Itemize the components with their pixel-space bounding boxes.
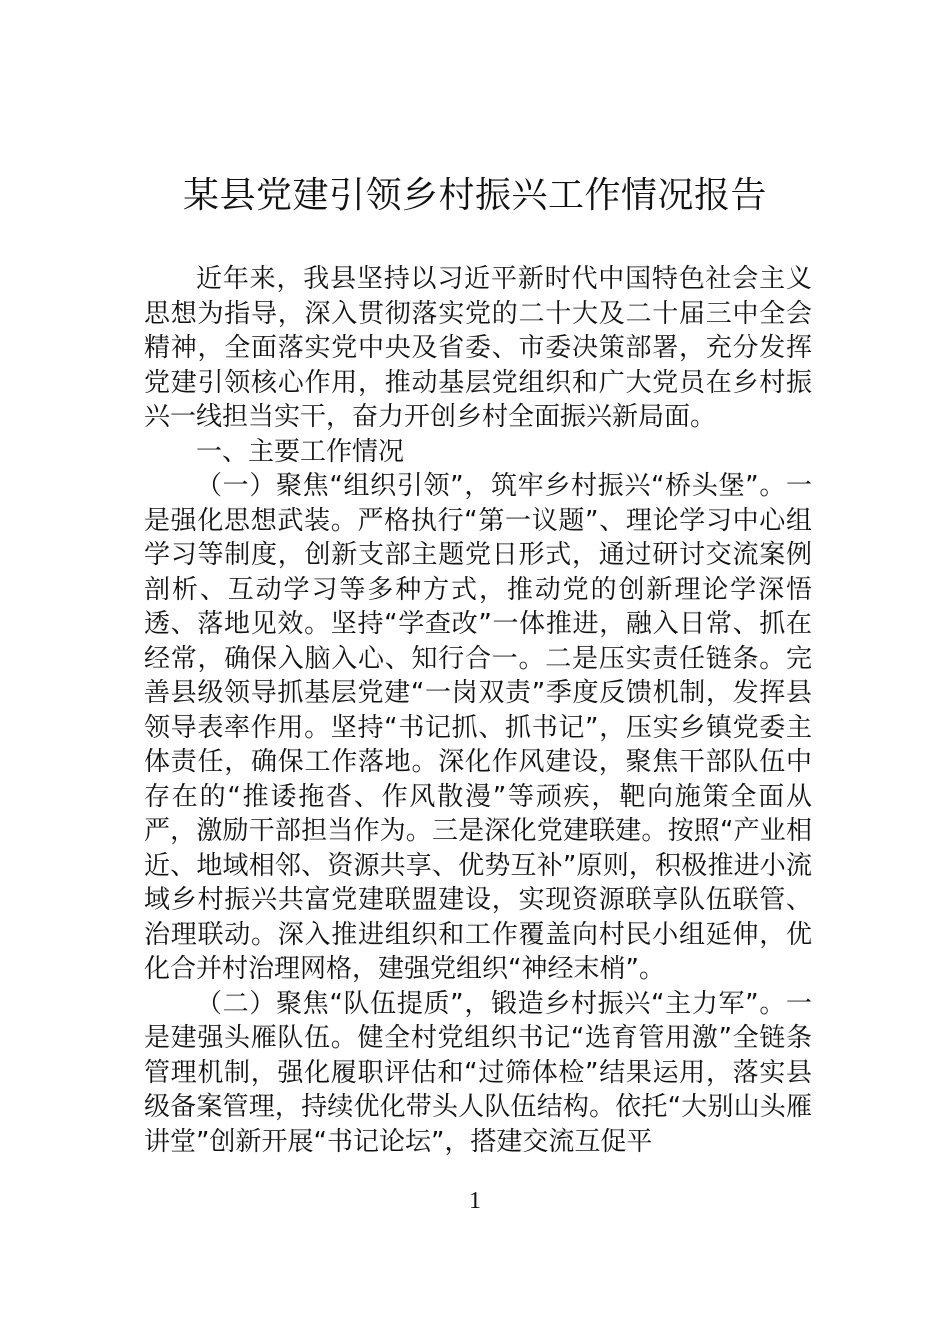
page-number: 1 bbox=[469, 1188, 481, 1214]
body-paragraph: （一）聚焦“组织引领”，筑牢乡村振兴“桥头堡”。一是强化思想武装。严格执行“第一议题”、理论学习中心组学习等制度，创新支部主题党日形式，通过研讨交流案例剖析、互动学习等多种方式，推动党的创新理论学深悟透、落地见效。坚持“学查改”一体推进，融入日常、抓在经常，确保入脑入心、知行合一。二是压实责任链条。完善县级领导抓基层党建“一岗双责”季度反馈机制，发挥县领导表率作用。坚持“书记抓、抓书记”，压实乡镇党委主体责任，确保工作落地。深化作风建设，聚焦干部队伍中存在的“推诿拖沓、作风散漫”等顽疾，靶向施策全面从严，激励干部担当作为。三是深化党建联建。按照“产业相近、地域相邻、资源共享、优势互补”原则，积极推进小流域乡村振兴共富党建联盟建设，实现资源联享队伍联管、治理联动。深入推进组织和工作覆盖向村民小组延伸，优化合并村治理网格，建强党组织“神经末梢”。 bbox=[144, 471, 812, 984]
body-paragraph: （二）聚焦“队伍提质”，锻造乡村振兴“主力军”。一是建强头雁队伍。健全村党组织书记“选育管用激”全链条管理机制，强化履职评估和“过筛体检”结果运用，落实县级备案管理，持续优化带头人队伍结构。依托“大别山头雁讲堂”创新开展“书记论坛”，搭建交流互促平 bbox=[144, 988, 812, 1157]
document-body bbox=[144, 262, 812, 1159]
document-title: 某县党建引领乡村振兴工作情况报告 bbox=[182, 175, 767, 216]
section-heading: 一、主要工作情况 bbox=[196, 436, 405, 467]
intro-paragraph: 近年来，我县坚持以习近平新时代中国特色社会主义思想为指导，深入贯彻落实党的二十大及二十届三中全会精神，全面落实党中央及省委、市委决策部署，充分发挥党建引领核心作用，推动基层党组织和广大党员在乡村振兴一线担当实干，奋力开创乡村全面振兴新局面。 bbox=[144, 264, 812, 432]
